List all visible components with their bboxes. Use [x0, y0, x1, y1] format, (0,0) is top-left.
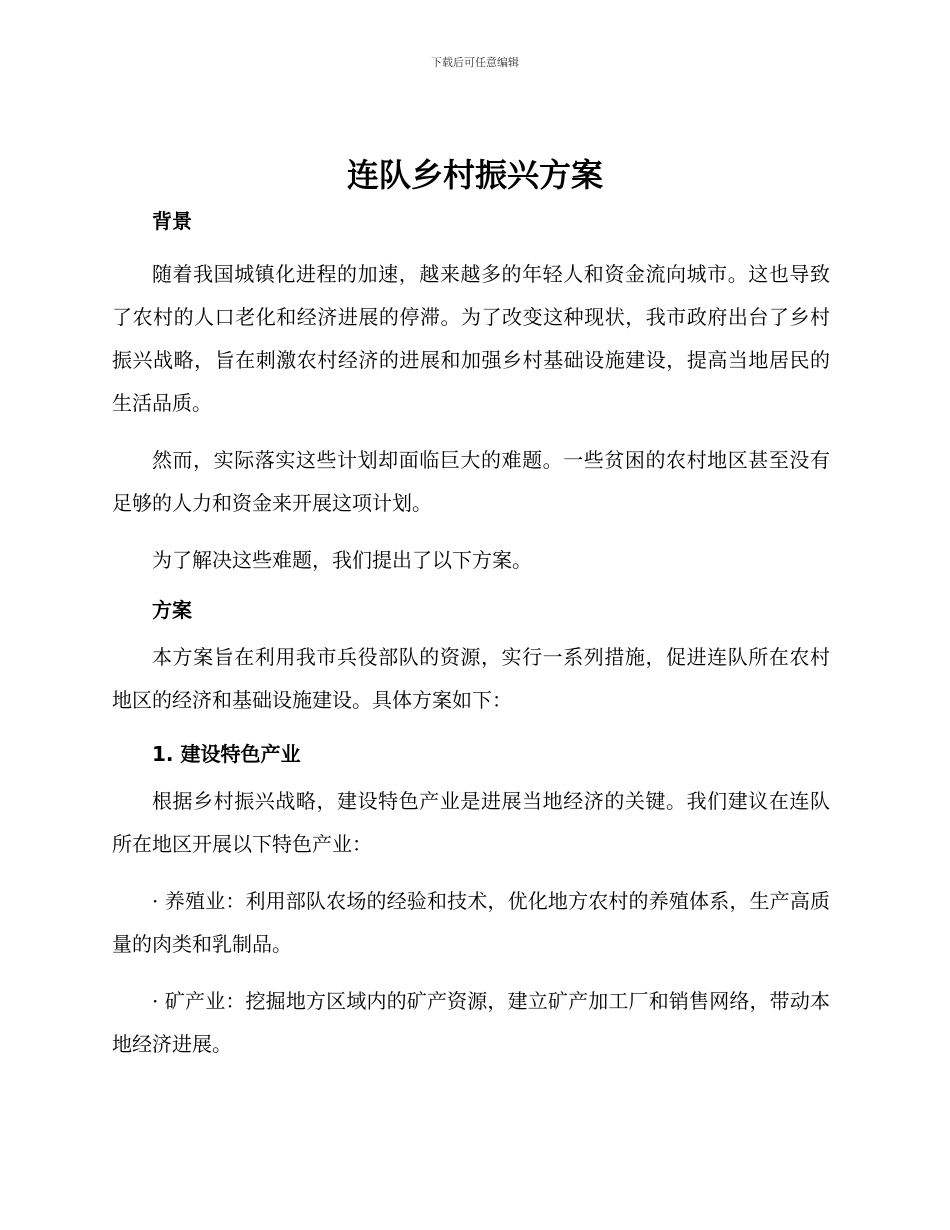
bullet-item: · 养殖业：利用部队农场的经验和技术，优化地方农村的养殖体系，生产高质量的肉类和乳制品。 [112, 889, 830, 956]
bullet-item: · 矿产业：挖掘地方区域内的矿产资源，建立矿产加工厂和销售网络，带动本地经济进展。 [112, 989, 830, 1056]
document-body [112, 203, 830, 1080]
paragraph: 然而，实际落实这些计划却面临巨大的难题。一些贫困的农村地区甚至没有足够的人力和资金来开展这项计划。 [112, 448, 830, 515]
page-header: 下载后可任意编辑 [431, 56, 519, 69]
document-title: 连队乡村振兴方案 [346, 156, 603, 194]
paragraph: 本方案旨在利用我市兵役部队的资源，实行一系列措施，促进连队所在农村地区的经济和基础设施建设。具体方案如下： [112, 645, 830, 712]
subsection-heading-industry: 1. 建设特色产业 [152, 742, 301, 766]
section-heading-background: 背景 [152, 209, 192, 233]
section-heading-plan: 方案 [152, 598, 192, 622]
paragraph: 为了解决这些难题，我们提出了以下方案。 [152, 548, 532, 572]
paragraph: 根据乡村振兴战略，建设特色产业是进展当地经济的关键。我们建议在连队所在地区开展以下特色产业： [112, 789, 830, 856]
paragraph: 随着我国城镇化进程的加速，越来越多的年轻人和资金流向城市。这也导致了农村的人口老化和经济进展的停滞。为了改变这种现状，我市政府出台了乡村振兴战略，旨在刺激农村经济的进展和加强乡村基础设施建设，提高当地居民的生活品质。 [112, 262, 830, 415]
